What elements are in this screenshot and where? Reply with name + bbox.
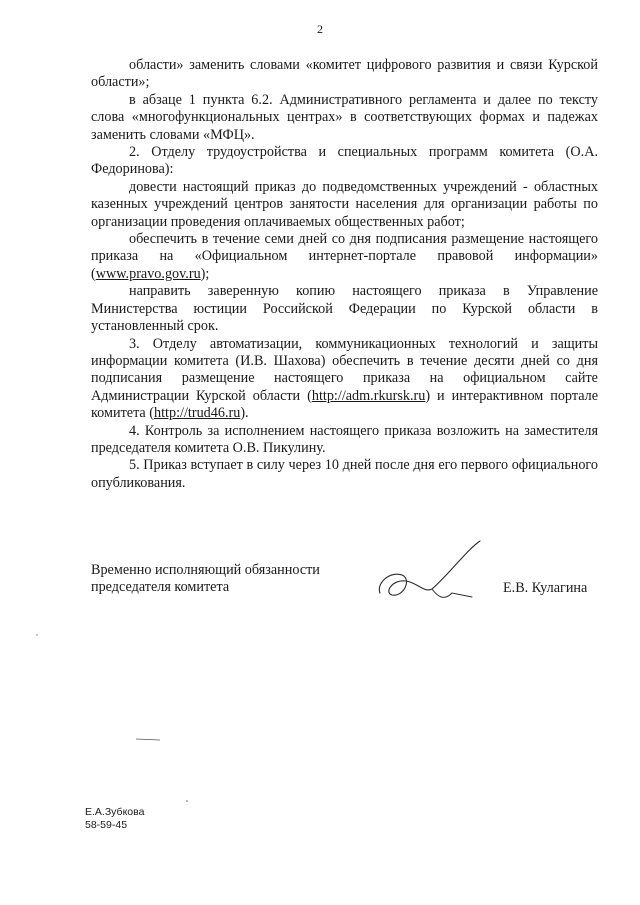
paragraph-item2-c [91,283,598,335]
paragraph-text: обеспечить в течение семи дней со дня подписания размещение настоящего приказа на «Официальном интернет-портале правовой информации» ( [91,231,598,282]
scan-speck [34,632,40,638]
signer-name: Е.В. Кулагина [503,580,588,596]
paragraph-text: направить заверенную копию настоящего приказа в Управление Министерства юстиции Российской Федерации по Курской области в установленный срок. [91,283,598,335]
document-link[interactable]: http://adm.rkursk.ru [311,387,426,404]
paragraph-text: 2. Отделу трудоустройства и специальных программ комитета (О.А. Федоринова): [91,144,598,178]
scan-speck [184,798,190,804]
paragraph-mfc [91,92,598,144]
paragraph-item2-b [91,231,598,283]
author-phone: 58-59-45 [85,819,128,831]
paragraph-text: ). [240,405,249,422]
paragraph-item2 [91,144,598,179]
paragraph-text: 5. Приказ вступает в силу через 10 дней после дня его первого официального опубликования. [91,457,598,491]
author-name: Е.А.Зубкова [85,806,145,818]
paragraph-text: 4. Контроль за исполнением настоящего приказа возложить на заместителя председателя комитета О.В. Пикулину. [91,422,598,456]
paragraph-text: ); [200,265,210,282]
document-body [91,57,598,492]
paragraph-item3 [91,336,598,423]
paragraph-text: области» заменить словами «комитет цифрового развития и связи Курской области»; [91,57,598,91]
paragraph-text: 3. Отделу автоматизации, коммуникационных технологий и защиты информации комитета (И.В. Шахова) обеспечить в течение десяти дней со дня подписания размещение настоящего приказа на официальном сайте Администрации Курской области ( [91,335,598,404]
scan-speck [134,736,164,742]
signer-title-line2: председателя комитета [91,579,230,596]
signer-title-line1: Временно исполняющий обязанности [91,562,320,578]
contact-block [85,806,144,832]
document-link[interactable]: www.pravo.gov.ru [95,265,201,282]
paragraph-item4 [91,423,598,458]
paragraph-text: в абзаце 1 пункта 6.2. Административного регламента и далее по тексту слова «многофункциональных центрах» в соответствующих формах и падежах заменить словами «МФЦ». [91,91,598,143]
paragraph-text: довести настоящий приказ до подведомственных учреждений - областных казенных учреждений центров занятости населения для организации работы по организации проведения оплачиваемых общественных работ; [91,178,598,230]
paragraph-item2-a [91,179,598,231]
page-number: 2 [317,22,323,36]
paragraph-text: ) и интерактивном портале комитета ( [91,387,599,422]
document-link[interactable]: http://trud46.ru [154,405,241,422]
paragraph-continuation [91,57,598,92]
paragraph-item5 [91,457,598,492]
signature-block [91,562,598,597]
